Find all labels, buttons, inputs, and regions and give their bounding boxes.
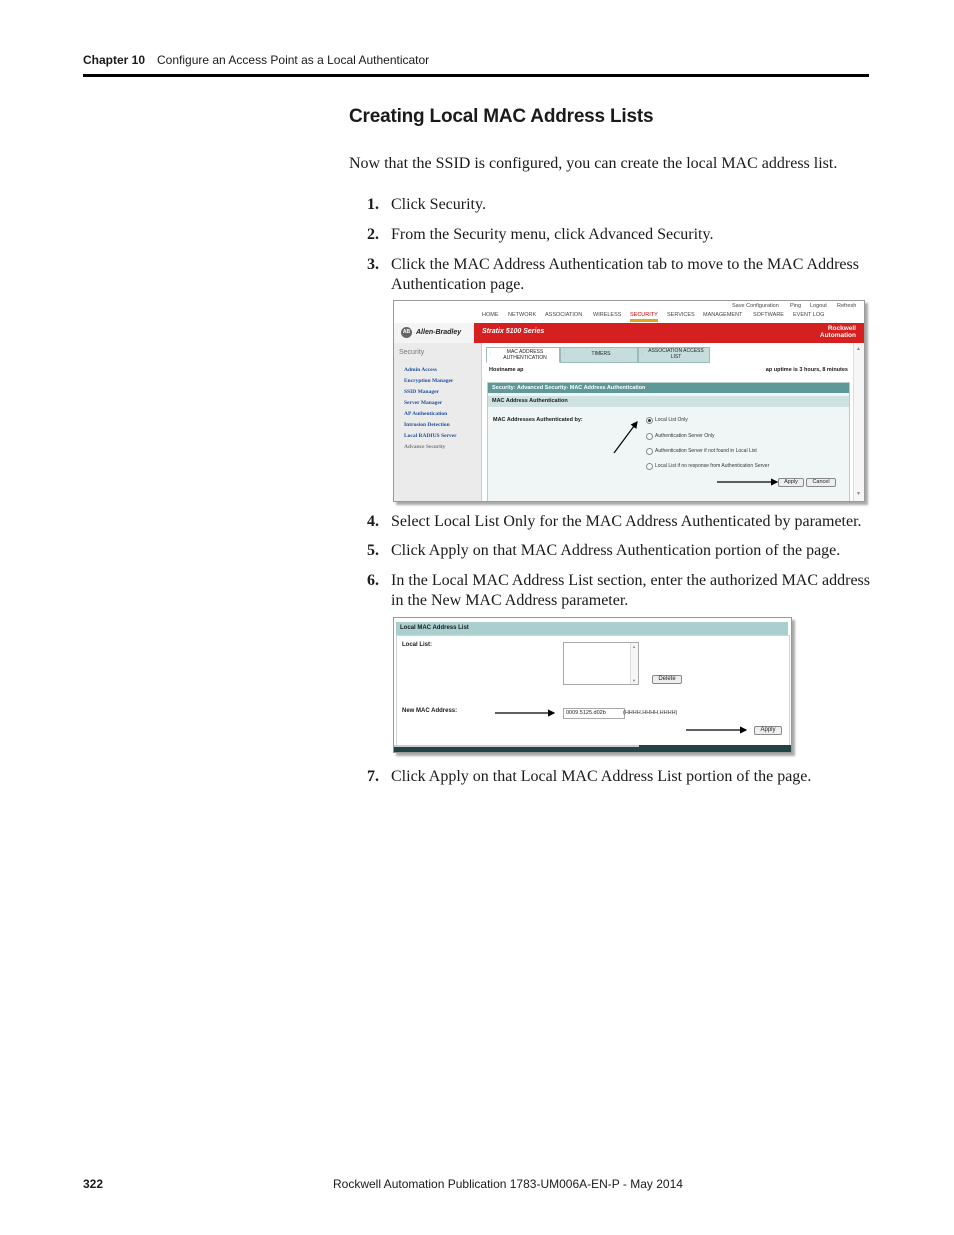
chapter-label: Chapter 10 <box>83 53 146 67</box>
local-mac-list-header-text: Local MAC Address List <box>400 625 469 631</box>
intro-paragraph: Now that the SSID is configured, you can create the local MAC address list. <box>349 155 838 172</box>
apply-button[interactable]: Apply <box>778 478 804 487</box>
nav-services[interactable]: SERVICES <box>667 312 695 318</box>
nav-security[interactable]: SECURITY <box>630 312 658 322</box>
sidebar-item-server-manager[interactable]: Server Manager <box>404 400 443 406</box>
step-text: Click Apply on that MAC Address Authentication portion of the page. <box>391 542 841 559</box>
tab-label: TIMERS <box>591 351 611 357</box>
publication-info: Rockwell Automation Publication 1783-UM006A-EN-P - May 2014 <box>333 1177 683 1191</box>
hostname-text: Hostname ap <box>489 367 524 373</box>
scroll-down-icon[interactable]: ▼ <box>856 491 861 497</box>
nav-association[interactable]: ASSOCIATION <box>545 312 583 318</box>
delete-button[interactable]: Delete <box>652 675 682 684</box>
option-label: Local List Only <box>655 417 688 423</box>
step-text: Click Apply on that Local MAC Address List portion of the page. <box>391 768 812 785</box>
panel-header-text: Security: Advanced Security- MAC Address Authentication <box>492 385 646 391</box>
sidebar-item-intrusion-detection[interactable]: Intrusion Detection <box>404 422 450 428</box>
step-number: 1. <box>367 196 379 213</box>
step-number: 2. <box>367 226 379 243</box>
nav-event-log[interactable]: EVENT LOG <box>793 312 825 318</box>
sidebar-item-admin-access[interactable]: Admin Access <box>404 367 437 373</box>
chapter-title: Configure an Access Point as a Local Authenticator <box>157 53 430 67</box>
panel-subheader-text: MAC Address Authentication <box>492 398 568 404</box>
logout-link[interactable]: Logout <box>810 303 827 309</box>
arrow-to-local-list-only <box>614 422 637 453</box>
screenshot-local-mac-list <box>393 617 792 753</box>
option-label: Authentication Server Only <box>655 433 715 439</box>
sidebar-title: Security <box>399 349 425 356</box>
step-text: In the Local MAC Address List section, enter the authorized MAC address in the New MAC Address parameter. <box>391 572 870 609</box>
scroll-down-icon[interactable]: ▼ <box>632 678 636 683</box>
refresh-link[interactable]: Refresh <box>837 303 857 309</box>
nav-home[interactable]: HOME <box>482 312 499 318</box>
scroll-up-icon[interactable]: ▲ <box>632 644 636 649</box>
sidebar-item-local-radius-server[interactable]: Local RADIUS Server <box>404 433 457 439</box>
nav-network[interactable]: NETWORK <box>508 312 537 318</box>
nav-software[interactable]: SOFTWARE <box>753 312 784 318</box>
sidebar-item-ssid-manager[interactable]: SSID Manager <box>404 389 439 395</box>
screenshot-advanced-security <box>393 300 865 502</box>
nav-management[interactable]: MANAGEMENT <box>703 312 743 318</box>
page-number: 322 <box>83 1177 104 1191</box>
option-label: Local List if no response from Authentication Server <box>655 463 770 469</box>
tab-label: MAC ADDRESS AUTHENTICATION <box>503 349 547 361</box>
local-list-label: Local List: <box>402 642 433 648</box>
mac-auth-field-label: MAC Addresses Authenticated by: <box>493 417 583 423</box>
section-title: Creating Local MAC Address Lists <box>349 106 654 127</box>
scroll-up-icon[interactable]: ▲ <box>856 346 861 352</box>
step-number: 7. <box>367 768 379 785</box>
product-name: Stratix 5100 Series <box>482 328 545 335</box>
header-rule <box>83 74 869 77</box>
step-text: From the Security menu, click Advanced Security. <box>391 226 714 243</box>
nav-wireless[interactable]: WIRELESS <box>593 312 622 318</box>
callout-arrows <box>394 618 791 752</box>
mac-format-hint: (HHHH.HHHH.HHHH) <box>623 710 678 716</box>
uptime-text: ap uptime is 3 hours, 8 minutes <box>765 367 848 373</box>
brand-name: Allen-Bradley <box>416 329 462 336</box>
step-number: 5. <box>367 542 379 559</box>
new-mac-label: New MAC Address: <box>402 708 458 714</box>
tab-grip-icon: ⋮ <box>562 350 567 356</box>
step-number: 6. <box>367 572 379 589</box>
rockwell-logo-line1: Rockwell <box>827 325 856 332</box>
apply-button[interactable]: Apply <box>754 726 782 735</box>
tab-grip-icon: ⋮ <box>488 350 493 356</box>
option-label: Authentication Server if not found in Local List <box>655 448 757 454</box>
save-configuration-link[interactable]: Save Configuration <box>732 303 779 309</box>
step-number: 4. <box>367 513 379 530</box>
allen-bradley-icon: AB <box>401 327 412 338</box>
sidebar-item-encryption-manager[interactable]: Encryption Manager <box>404 378 454 384</box>
ping-link[interactable]: Ping <box>790 303 802 309</box>
rockwell-logo-line2: Automation <box>819 332 856 339</box>
step-text: Click the MAC Address Authentication tab to move to the MAC Address Authentication page. <box>391 256 859 293</box>
new-mac-input[interactable]: 0009.5125.d02b <box>563 708 625 719</box>
sidebar-item-advance-security[interactable]: Advance Security <box>404 444 446 450</box>
step-text: Click Security. <box>391 196 486 213</box>
step-number: 3. <box>367 256 379 273</box>
callout-arrows <box>394 301 864 501</box>
tab-label: ASSOCIATION ACCESS LIST <box>648 348 704 360</box>
tab-grip-icon: ⋮ <box>640 350 645 356</box>
step-text: Select Local List Only for the MAC Address Authenticated by parameter. <box>391 513 862 530</box>
cancel-button[interactable]: Cancel <box>806 478 836 487</box>
sidebar-item-ap-authentication[interactable]: AP Authentication <box>404 411 448 417</box>
